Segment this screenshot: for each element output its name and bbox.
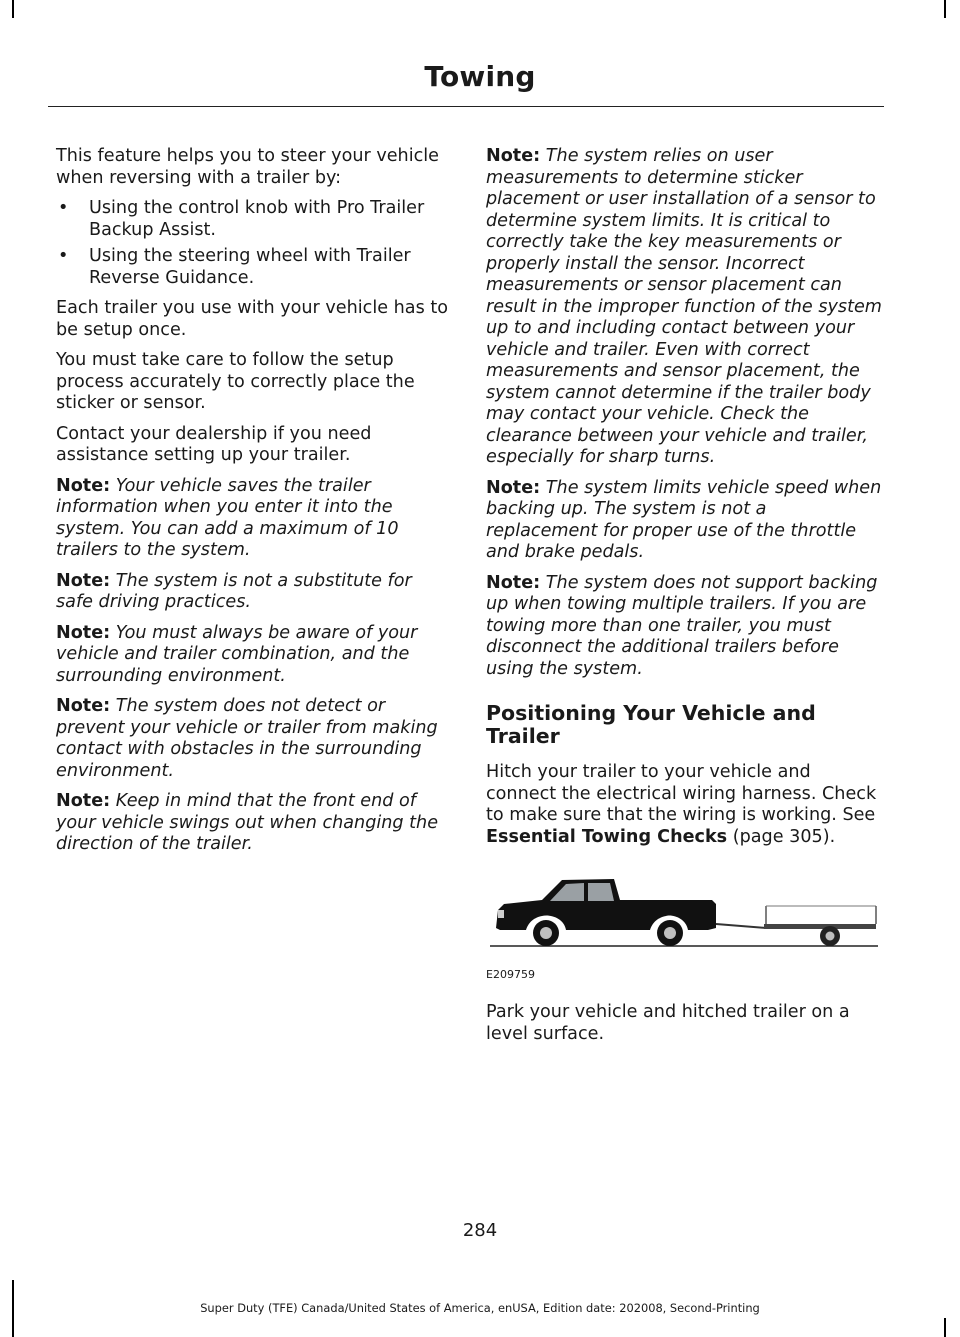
crop-mark-top-right	[944, 0, 946, 18]
bullet-icon: •	[58, 198, 69, 218]
note-label: Note:	[56, 622, 111, 643]
setup-care-paragraph: You must take care to follow the setup process accurately to correctly place the sticker or sensor.	[56, 350, 415, 413]
note-paragraph: Note: The system does not support backing up when towing multiple trailers. If you are towing more than one trailer, you must disconnect the additional trailers before using the system.	[486, 572, 878, 679]
note-paragraph: Note: The system relies on user measurements to determine sticker placement or user installation of a sensor to determine system limits. It is critical to correctly take the key measurements or properly install the sensor. Incorrect measurements or sensor placement can result in the improper function of the system up to and including contact between your vehicle and trailer. Even with correct measurements and sensor placement, the system cannot determine if the trailer body may contact your vehicle. Check the clearance between your vehicle and trailer, especially for sharp turns.	[486, 146, 882, 467]
note-label: Note:	[486, 572, 541, 593]
right-column	[486, 146, 882, 1054]
note-label: Note:	[486, 477, 541, 498]
figure-id: E209759	[486, 968, 535, 981]
list-item: • Using the control knob with Pro Trailer Backup Assist.	[58, 198, 425, 240]
intro-paragraph: This feature helps you to steer your vehicle when reversing with a trailer by:	[56, 146, 439, 188]
crop-mark-bottom-right	[944, 1318, 946, 1337]
section-heading: Positioning Your Vehicle and Trailer	[486, 701, 816, 748]
park-paragraph: Park your vehicle and hitched trailer on a level surface.	[486, 1002, 850, 1044]
setup-once-paragraph: Each trailer you use with your vehicle has to be setup once.	[56, 298, 448, 340]
left-column	[56, 146, 452, 865]
page-title: Towing	[424, 60, 536, 93]
note-label: Note:	[56, 475, 111, 496]
note-paragraph: Note: Your vehicle saves the trailer information when you enter it into the system. You can add a maximum of 10 trailers to the system.	[56, 475, 399, 560]
header-rule	[48, 106, 884, 107]
bullet-icon: •	[58, 246, 69, 266]
crop-mark-top-left	[12, 0, 14, 18]
page-number: 284	[462, 1220, 498, 1241]
note-label: Note:	[486, 146, 541, 166]
note-label: Note:	[56, 570, 111, 591]
hitch-paragraph: Hitch your trailer to your vehicle and connect the electrical wiring harness. Check to make sure that the wiring is working. See Essential Towing Checks (page 305).	[486, 762, 877, 847]
note-paragraph: Note: Keep in mind that the front end of your vehicle swings out when changing the direction of the trailer.	[56, 791, 439, 854]
truck-trailer-figure	[486, 858, 878, 990]
feature-list	[56, 198, 452, 289]
note-paragraph: Note: You must always be aware of your vehicle and trailer combination, and the surrounding environment.	[56, 622, 418, 686]
note-paragraph: Note: The system does not detect or prevent your vehicle or trailer from making contact with obstacles in the surrounding environment.	[56, 696, 438, 781]
note-paragraph: Note: The system is not a substitute for safe driving practices.	[56, 570, 412, 612]
note-paragraph: Note: The system limits vehicle speed when backing up. The system is not a replacement for proper use of the throttle and brake pedals.	[486, 477, 882, 562]
cross-reference-link[interactable]: Essential Towing Checks	[486, 826, 728, 847]
note-label: Note:	[56, 791, 111, 811]
note-label: Note:	[56, 696, 111, 716]
truck-with-trailer-icon	[486, 858, 878, 968]
footer-text: Super Duty (TFE) Canada/United States of America, enUSA, Edition date: 202008, Second-Printing	[200, 1301, 760, 1315]
list-item: • Using the steering wheel with Trailer Reverse Guidance.	[58, 246, 411, 288]
dealership-paragraph: Contact your dealership if you need assistance setting up your trailer.	[56, 423, 372, 465]
